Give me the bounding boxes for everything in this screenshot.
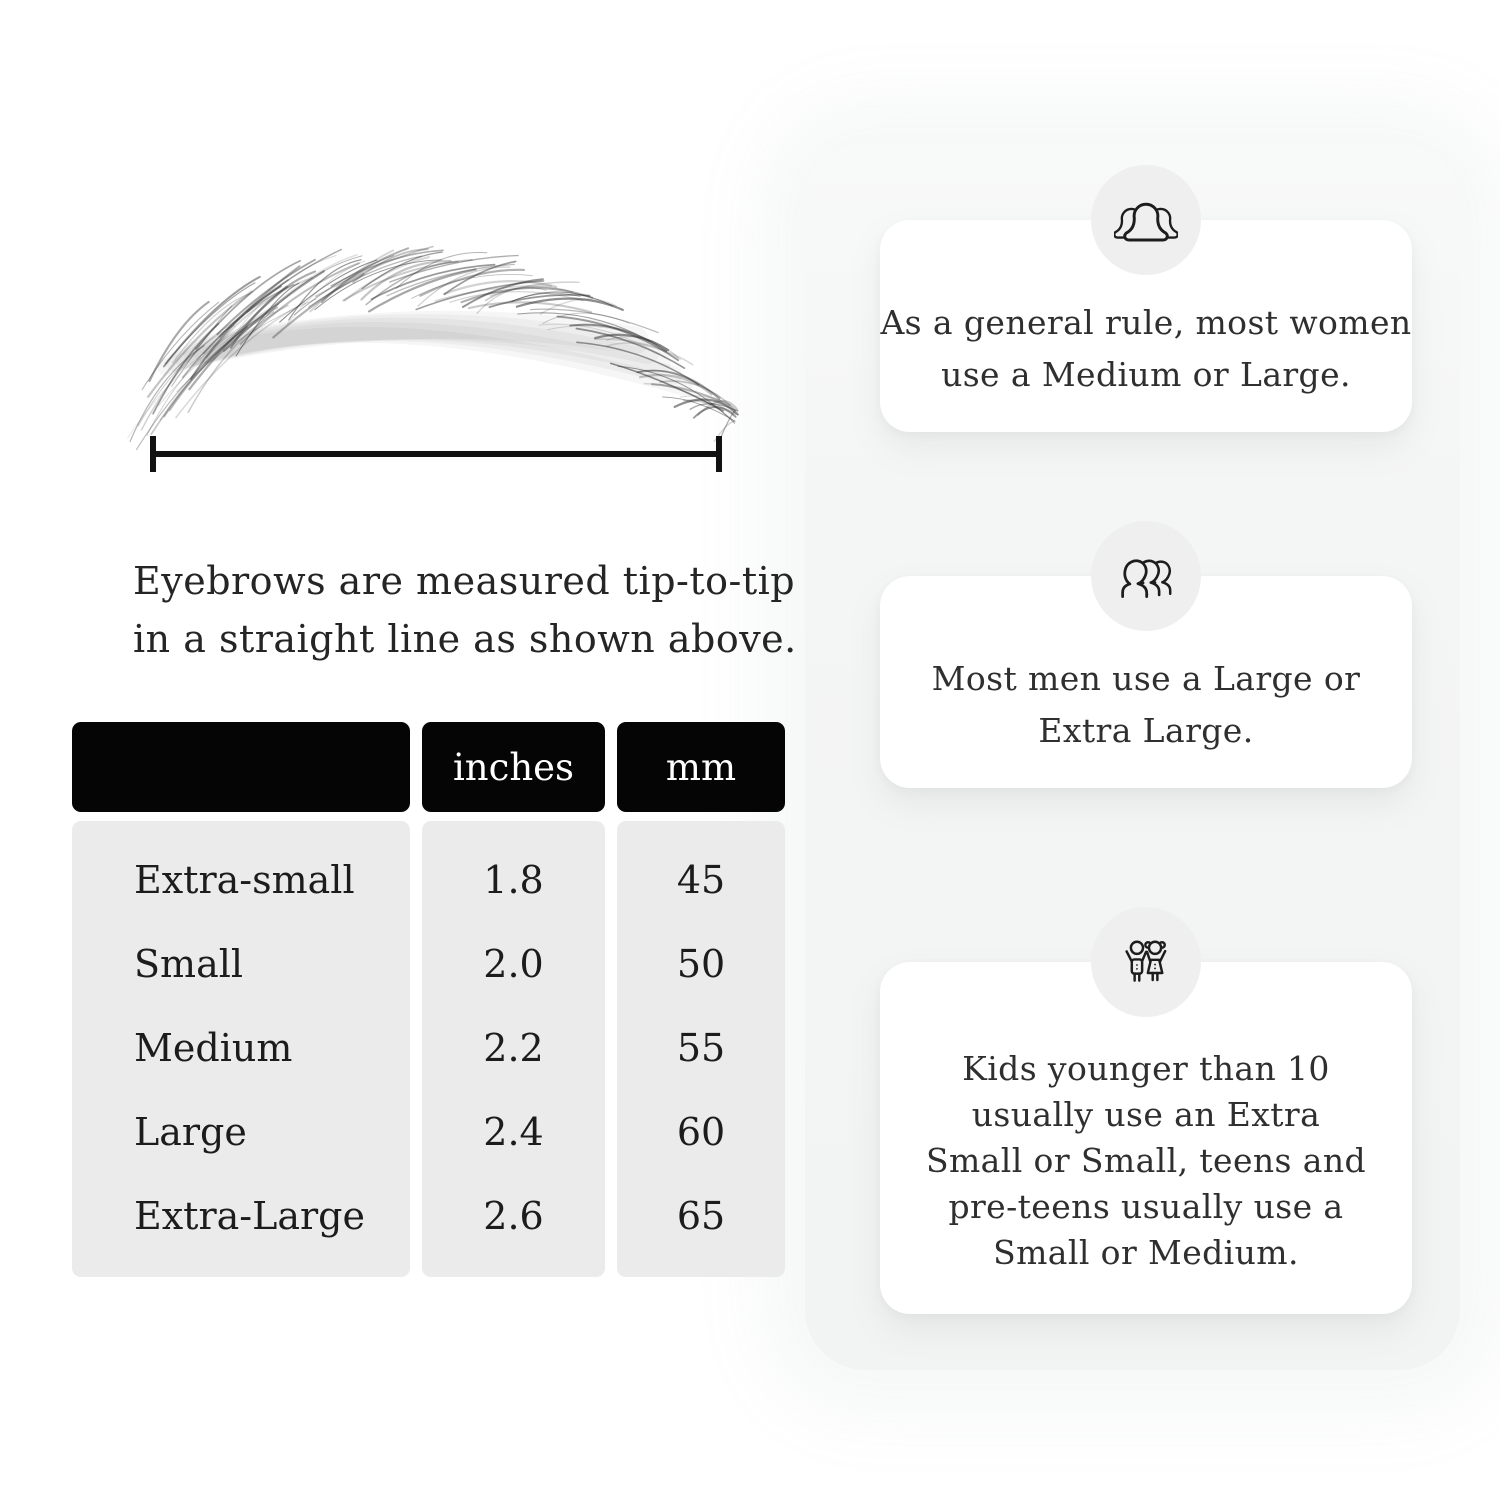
measurement-bar — [150, 451, 722, 457]
table-row-label: Extra-small — [134, 858, 355, 902]
table-row-label: Small — [134, 942, 244, 986]
card-men-line-2: Extra Large. — [1038, 711, 1254, 750]
size-table — [72, 722, 785, 1277]
table-cell-inches: 1.8 — [483, 858, 544, 902]
men-group-icon — [1113, 543, 1179, 609]
size-table-body — [72, 821, 785, 1277]
card-women-line-2: use a Medium or Large. — [941, 355, 1351, 394]
table-header-inches: inches — [422, 722, 605, 812]
card-kids-line-4: pre-teens usually use a — [948, 1187, 1344, 1226]
measurement-line — [150, 436, 722, 472]
measurement-tick-right — [716, 436, 722, 472]
table-cell-inches: 2.4 — [483, 1110, 544, 1154]
card-men-text — [932, 653, 1361, 757]
card-women — [880, 220, 1412, 432]
table-row-label: Medium — [134, 1026, 293, 1070]
table-row-label: Extra-Large — [134, 1194, 365, 1238]
card-kids-line-2: usually use an Extra — [971, 1095, 1321, 1134]
card-kids-text — [926, 1046, 1366, 1276]
women-icon-circle — [1091, 165, 1201, 275]
table-column-sizes — [72, 821, 410, 1277]
card-men-line-1: Most men use a Large or — [931, 659, 1361, 698]
caption-line-2: in a straight line as shown above. — [133, 617, 797, 661]
table-header-mm: mm — [617, 722, 785, 812]
women-group-icon — [1114, 188, 1178, 252]
table-cell-mm: 45 — [676, 858, 726, 902]
table-cell-mm: 50 — [676, 942, 726, 986]
kids-icon-circle — [1091, 907, 1201, 1017]
card-women-line-1: As a general rule, most women — [880, 303, 1412, 342]
kids-icon — [1115, 931, 1177, 993]
table-row-label: Large — [134, 1110, 247, 1154]
table-cell-inches: 2.0 — [483, 942, 544, 986]
table-column-mm — [617, 821, 785, 1277]
measurement-caption — [133, 552, 797, 668]
card-kids — [880, 962, 1412, 1314]
table-cell-mm: 55 — [676, 1026, 726, 1070]
card-men — [880, 576, 1412, 788]
table-cell-inches: 2.6 — [483, 1194, 544, 1238]
table-column-inches — [422, 821, 605, 1277]
men-icon-circle — [1091, 521, 1201, 631]
eyebrow-illustration — [105, 205, 755, 450]
size-table-header — [72, 722, 785, 812]
table-cell-mm: 65 — [676, 1194, 726, 1238]
card-kids-line-1: Kids younger than 10 — [962, 1049, 1330, 1088]
table-cell-inches: 2.2 — [483, 1026, 544, 1070]
table-cell-mm: 60 — [676, 1110, 726, 1154]
card-women-text — [880, 297, 1411, 401]
card-kids-line-3: Small or Small, teens and — [925, 1141, 1366, 1180]
caption-line-1: Eyebrows are measured tip-to-tip — [133, 559, 796, 603]
card-kids-line-5: Small or Medium. — [993, 1233, 1299, 1272]
table-header-blank — [72, 722, 410, 812]
